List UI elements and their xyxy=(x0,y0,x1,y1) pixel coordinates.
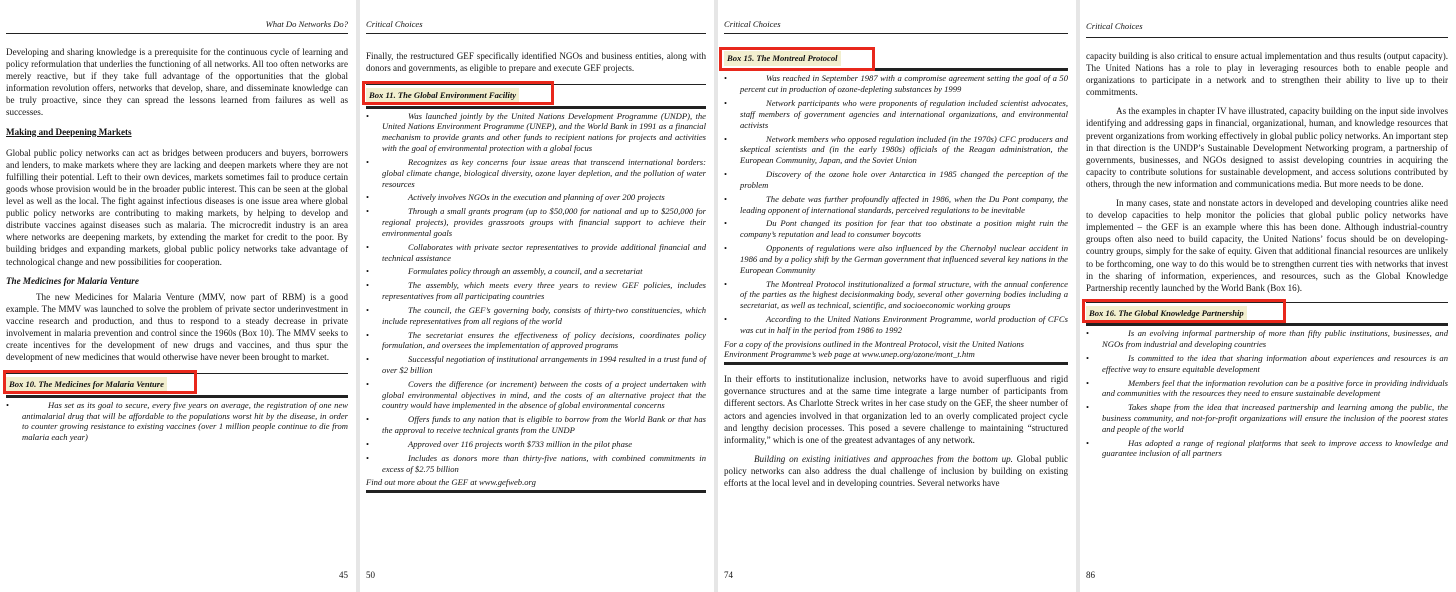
list-item: • Is committed to the idea that sharing information about experiences and resources is an effective way to ensure equitable development xyxy=(1086,353,1448,375)
box-16-title: Box 16. The Global Knowledge Partnership xyxy=(1086,306,1247,321)
box-10-highlight xyxy=(3,370,197,394)
list-item: • Network members who opposed regulation included (in the 1970s) CFC producers and skeptical scientists and (in the early 1980s) officials of the Reagan administration, the European Community, Japan, and the Soviet Union xyxy=(724,134,1068,166)
list-item: • Offers funds to any nation that is eligible to borrow from the World Bank or that has the approval to receive technical grants from the UNDP xyxy=(366,414,706,436)
list-item: • The council, the GEF’s governing body, consists of thirty-two constituencies, which include representatives from all regions of the world xyxy=(366,305,706,327)
list-item: • The debate was further profoundly affected in 1986, when the Du Pont company, the leading opponent of international standards, perceived regulations to be inevitable xyxy=(724,194,1068,216)
list-item: • Opponents of regulations were also influenced by the Chernobyl nuclear accident in 1986 and by a policy shift by the German government that influenced several key nations in the European Community xyxy=(724,243,1068,275)
box-rule xyxy=(6,395,348,398)
list-item: • Approved over 116 projects worth $733 million in the pilot phase xyxy=(366,439,706,450)
list-item: • The Montreal Protocol institutionalized a formal structure, with the annual conference of the parties as the highest decisionmaking body, several other governing bodies including a secretariat, as well as technical, scientific, and socioeconomic working groups xyxy=(724,279,1068,311)
header-rule xyxy=(366,33,706,34)
list-item: • Covers the difference (or increment) between the costs of a project undertaken with global environmental objectives in mind, and the costs of an alternative project that the country would have implemented in the absence of global environmental concerns xyxy=(366,379,706,411)
list-item: • Network participants who were proponents of regulation included scientist advocates, staff members of government agencies and international organizations, and environmental activists xyxy=(724,98,1068,130)
box-15-title: Box 15. The Montreal Protocol xyxy=(724,51,841,66)
box-rule xyxy=(1086,323,1448,326)
intro-paragraph: Developing and sharing knowledge is a prerequisite for the continuous cycle of learning and policy reformulation that underlies the functioning of all networks. All too often networks are merely reactive, but if they take full advantage of the opportunities that the global information revolution offers, networks that develop, share, and disseminate knowledge can be truly proactive, since they can spread the lessons learned from failures as well as successes. xyxy=(6,47,348,118)
list-item: • Has set as its goal to secure, every five years on average, the registration of one new antimalarial drug that will be affordable to the populations worst hit by the disease, in order to counter growing resistance to existing vaccines (over 1 million people continue to die from malaria each year) xyxy=(6,400,348,443)
body-paragraph: capacity building is also critical to ensure actual implementation and thus results (output capacity). The United Nations has a role to play in leveraging resources both to enable people and organizations to participate in a network and to strengthen their ability to live up to their commitments. xyxy=(1086,51,1448,98)
page-number: 74 xyxy=(724,570,733,581)
inline-heading: Building on existing initiatives and approaches from the bottom up. xyxy=(754,453,1013,464)
body-paragraph: In many cases, state and nonstate actors in developed and developing countries alike need to develop capacities to help monitor the policies that global public policy networks have implemented – the GEF is an example where this has been done. Although industrial-country groups often also need to build capacity, the United Nations’ focus should be on developing-country groups, simply for the sake of equity. Given that additional financial resources are unlikely to be forthcoming, one way to do this would be to strengthen current ties with networks that invest in the sharing of information, experiences, and resources, such as the Global Knowledge Partnership recently launched by the World Bank (Box 16). xyxy=(1086,198,1448,293)
section-paragraph: Global public policy networks can act as bridges between producers and buyers, borrowers and lenders, to make markets where they are lacking and deepen markets where they are not fulfilling their potential. Left to their own devices, markets sometimes fail to produce certain goods whose provision would be in the broader public interest. This can be seen at the global level as well as the local. The fight against infectious diseases is one issue area where global public policy networks are contributing to making markets, by helping to develop and distribute vaccines against diseases such as malaria. The microcredit industry is an area where networks are deepening markets, by extending the market for credit to the poor. By building bridges and expanding markets, global public policy networks take advantage of technological change and new possibilities for cooperation. xyxy=(6,147,348,267)
intro-paragraph: Finally, the restructured GEF specifically identified NGOs and business entities, along with donors and governments, as eligible to prepare and execute GEF projects. xyxy=(366,51,706,74)
section-heading: Making and Deepening Markets xyxy=(6,126,132,137)
page-number: 50 xyxy=(366,570,375,581)
list-item: • Includes as donors more than thirty-five nations, with combined commitments in excess of $2.75 billion xyxy=(366,453,706,475)
header-rule xyxy=(724,33,1068,34)
list-item: • Formulates policy through an assembly, a council, and a secretariat xyxy=(366,266,706,277)
box-11-list xyxy=(366,111,706,475)
running-head: Critical Choices xyxy=(1086,21,1143,31)
list-item: • Du Pont changed its position for fear that too obstinate a position might ruin the company’s reputation and lead to consumer boycotts xyxy=(724,218,1068,240)
list-item: • Has adopted a range of regional platforms that seek to improve access to knowledge and guarantee inclusion of all partners xyxy=(1086,438,1448,460)
list-item: • According to the United Nations Environment Programme, world production of CFCs was cut in half in the period from 1986 to 1992 xyxy=(724,314,1068,336)
box-rule xyxy=(366,106,706,109)
body-paragraph: As the examples in chapter IV have illustrated, capacity building on the input side involves identifying and addressing gaps in financial, organizational, human, and knowledge resources that prevent organizations from working effectively in global public policy networks. An important step in that direction is the UNDP’s Sustainable Development Networking program, a partnership of governments, businesses, and NGOs designed to assist developing countries in acquiring the capacity to contribute solutions for sustainable development, and access solutions contributed by others, through the new information and communications media. But more needs to be done. xyxy=(1086,106,1448,189)
header-rule xyxy=(6,33,348,34)
box-10-list xyxy=(6,400,348,443)
list-item: • Is an evolving informal partnership of more than fifty public institutions, businesses, and NGOs from industrial and developing countries xyxy=(1086,328,1448,350)
page-50 xyxy=(360,0,714,592)
list-item: • The assembly, which meets every three years to review GEF policies, includes representatives from all participating countries xyxy=(366,280,706,302)
list-item: • The secretariat ensures the effectiveness of policy decisions, coordinates policy formulation, and oversees the implementation of approved programs xyxy=(366,330,706,352)
box-15-list xyxy=(724,73,1068,335)
list-item: • Was launched jointly by the United Nations Development Programme (UNDP), the United Nations Environment Programme (UNEP), and the World Bank in 1991 as a financial mechanism to provide grants and other funds to recipient nations for projects and activities with the goal of environmental protection with a global focus xyxy=(366,111,706,154)
box-rule xyxy=(366,490,706,493)
list-item: • Actively involves NGOs in the execution and planning of over 200 projects xyxy=(366,192,706,203)
paragraph-text: Global public policy networks can also address the dual challenge of inclusion by building on existing efforts at the local level and in developing countries. Several networks have xyxy=(724,453,1069,489)
list-item: • Successful negotiation of institutional arrangements in 1994 resulted in a trust fund of over $2 billion xyxy=(366,354,706,376)
list-item: • Takes shape from the idea that increased partnership and learning among the public, the business community, and not-for-profit organizations will ensure the inclusion of the poorest states and people of the world xyxy=(1086,402,1448,434)
page-45 xyxy=(0,0,356,592)
box-15-note: For a copy of the provisions outlined in the Montreal Protocol, visit the United Nations Environment Programme’s web page at www.unep.org/ozone/mont_t.htm xyxy=(724,338,1025,360)
sub-paragraph: The new Medicines for Malaria Venture (MMV, now part of RBM) is a good example. The MMV was launched to solve the problem of private sector underinvestment in vaccine research and production, and thus to respond to a steady decrease in private involvement in malaria prevention and control since the 1960s (Box 10). The MMV seeks to create incentives for the development of new drugs and vaccines, and thus spur the development of new medicines that would otherwise have never been brought to market. xyxy=(6,291,348,363)
box-11-highlight xyxy=(362,81,554,105)
box-11-title: Box 11. The Global Environment Facility xyxy=(366,88,519,103)
box-10-title: Box 10. The Medicines for Malaria Venture xyxy=(6,377,167,392)
running-head: Critical Choices xyxy=(366,19,423,29)
page-86 xyxy=(1080,0,1456,592)
list-item: • Collaborates with private sector representatives to provide additional financial and technical assistance xyxy=(366,242,706,264)
box-16-highlight xyxy=(1082,299,1286,323)
list-item: • Discovery of the ozone hole over Antarctica in 1985 changed the perception of the problem xyxy=(724,169,1068,191)
page-number: 86 xyxy=(1086,570,1095,581)
header-rule xyxy=(1086,37,1448,38)
subheading: The Medicines for Malaria Venture xyxy=(6,275,139,286)
list-item: • Was reached in September 1987 with a compromise agreement setting the goal of a 50 percent cut in production of ozone-depleting substances by 1999 xyxy=(724,73,1068,95)
running-head: Critical Choices xyxy=(724,19,781,29)
box-16-list xyxy=(1086,328,1448,459)
running-head: What Do Networks Do? xyxy=(265,19,348,29)
box-15-highlight xyxy=(719,47,875,71)
list-item: • Members feel that the information revolution can be a positive force in providing individuals and communities with the resources they need to ensure sustainable development xyxy=(1086,378,1448,400)
body-paragraph-2 xyxy=(724,453,1068,489)
list-item: • Through a small grants program (up to $50,000 for national and up to $250,000 for regional projects), provides grassroots groups with financial support to achieve their environmental goals xyxy=(366,206,706,238)
list-item: • Recognizes as key concerns four issue areas that transcend international borders: global climate change, biological diversity, ozone layer depletion, and the pollution of water resources xyxy=(366,157,706,189)
box-rule xyxy=(724,362,1068,365)
body-paragraph: In their efforts to institutionalize inclusion, networks have to avoid superfluous and rigid governance structures and at the same time integrate a large number of participants from different sectors. As Charlotte Streck writes in her case study on the GEF, the sheer number of actors and agencies involved in that organization led to an overly complicated project cycle and lengthy decision processes. This posed a severe challenge to maintaining “structured informality,” which is one of the greatest advantages of any network. xyxy=(724,374,1068,445)
page-74 xyxy=(718,0,1076,592)
page-number: 45 xyxy=(339,570,348,581)
box-11-note: Find out more about the GEF at www.gefweb.org xyxy=(366,477,536,488)
